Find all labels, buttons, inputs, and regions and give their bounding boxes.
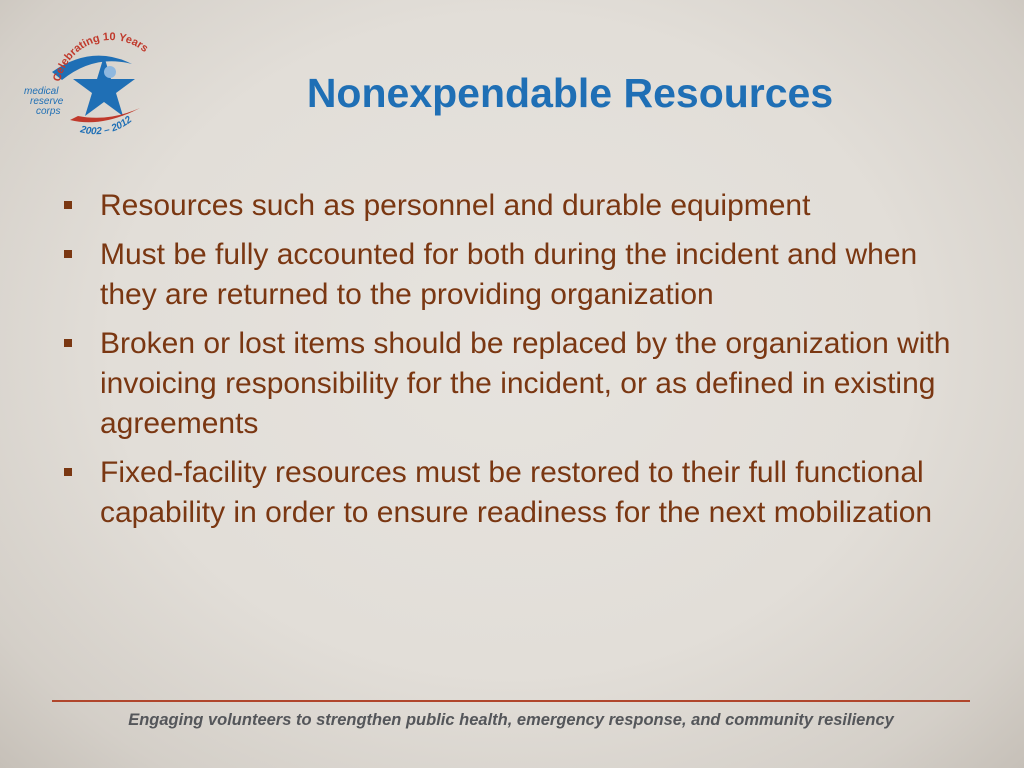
square-bullet-icon bbox=[64, 468, 72, 476]
bullet-item bbox=[62, 324, 962, 444]
square-bullet-icon bbox=[64, 250, 72, 258]
square-bullet-icon bbox=[64, 201, 72, 209]
footer-divider bbox=[52, 700, 970, 702]
bullet-item bbox=[62, 453, 962, 533]
bullet-list bbox=[62, 186, 962, 542]
logo-arc-top: Celebrating 10 Years bbox=[51, 30, 151, 83]
bullet-text: Fixed-facility resources must be restored to their full functional capability in order to ensure readiness for the next mobilization bbox=[100, 456, 933, 529]
logo bbox=[22, 24, 162, 144]
logo-org-line1: medical bbox=[24, 86, 59, 97]
bullet-item bbox=[62, 186, 962, 226]
caduceus-icon bbox=[104, 66, 116, 78]
logo-org-line3: corps bbox=[36, 106, 61, 117]
bullet-text: Must be fully accounted for both during the incident and when they are returned to the providing organization bbox=[100, 238, 918, 311]
footer-tagline: Engaging volunteers to strengthen public health, emergency response, and community resiliency bbox=[128, 711, 894, 729]
bullet-text: Resources such as personnel and durable equipment bbox=[100, 189, 811, 222]
logo-org-line2: reserve bbox=[30, 96, 64, 107]
square-bullet-icon bbox=[64, 339, 72, 347]
slide-title: Nonexpendable Resources bbox=[306, 70, 834, 116]
logo-arc-bottom: 2002 – 2012 bbox=[79, 114, 135, 138]
bullet-item bbox=[62, 235, 962, 315]
bullet-text: Broken or lost items should be replaced by the organization with invoicing responsibility for the incident, or as defined in existing agreements bbox=[100, 327, 951, 440]
